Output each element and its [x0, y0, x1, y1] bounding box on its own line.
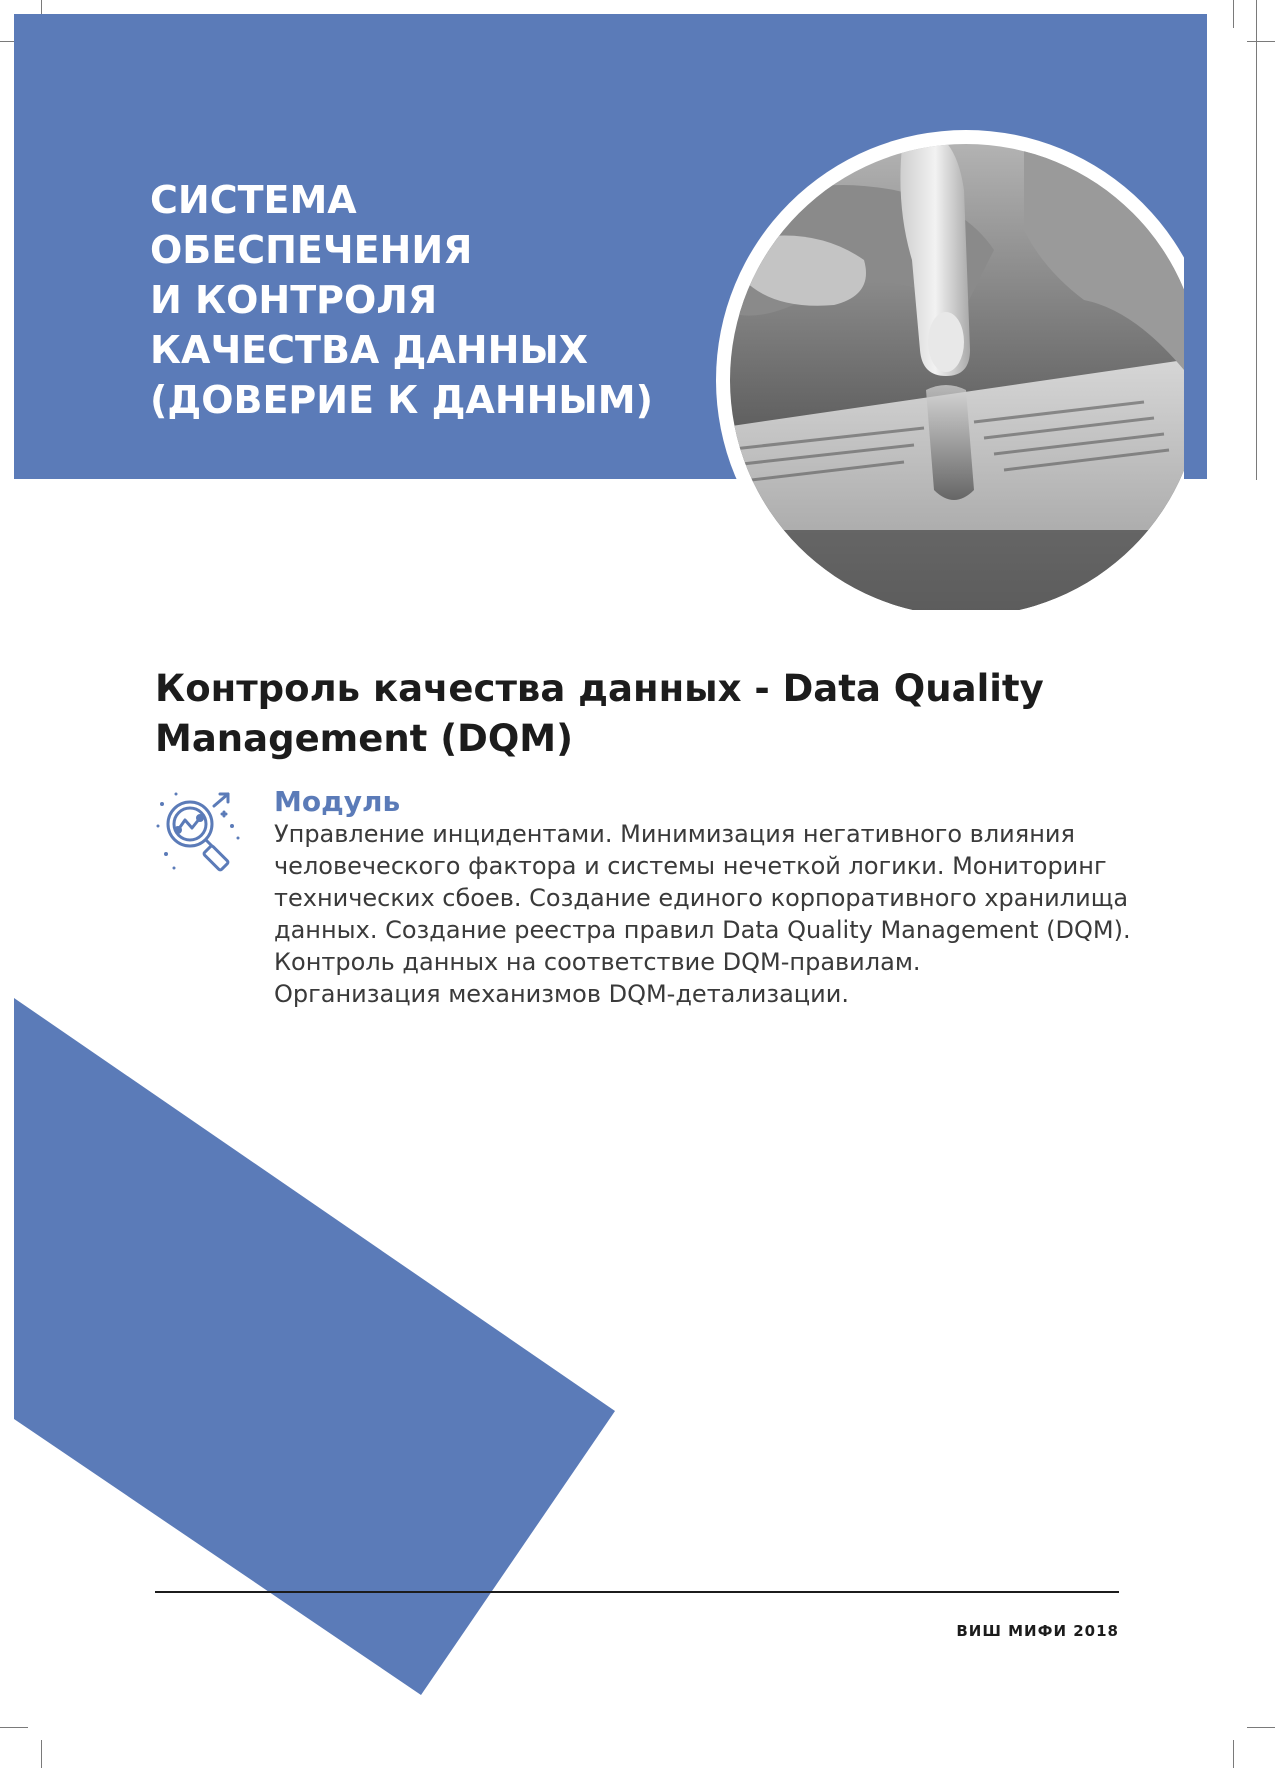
footer-divider: [155, 1591, 1119, 1593]
module-description-line: Организация механизмов DQM-детализации.: [274, 980, 849, 1008]
banner-title-line: (ДОВЕРИЕ К ДАННЫМ): [150, 378, 653, 422]
section-heading-line: Контроль качества данных - Data Quality: [155, 667, 1044, 710]
module-description-line: технических сбоев. Создание единого корпоративного хранилища: [274, 884, 1129, 912]
banner-title-line: СИСТЕМА: [150, 178, 357, 222]
banner-title-line: ОБЕСПЕЧЕНИЯ: [150, 228, 473, 272]
section-heading-line: Management (DQM): [155, 717, 574, 760]
module-title: Модуль: [274, 785, 401, 818]
module-description-line: Контроль данных на соответствие DQM-правилам.: [274, 948, 921, 976]
footer-label: ВИШ МИФИ 2018: [956, 1622, 1119, 1640]
module-description-line: Управление инцидентами. Минимизация негативного влияния: [274, 820, 1075, 848]
module-description-line: данных. Создание реестра правил Data Quality Management (DQM).: [274, 916, 1131, 944]
banner-title-line: КАЧЕСТВА ДАННЫХ: [150, 328, 589, 372]
banner-title-line: И КОНТРОЛЯ: [150, 278, 438, 322]
module-description-line: человеческого фактора и системы нечеткой логики. Мониторинг: [274, 852, 1107, 880]
